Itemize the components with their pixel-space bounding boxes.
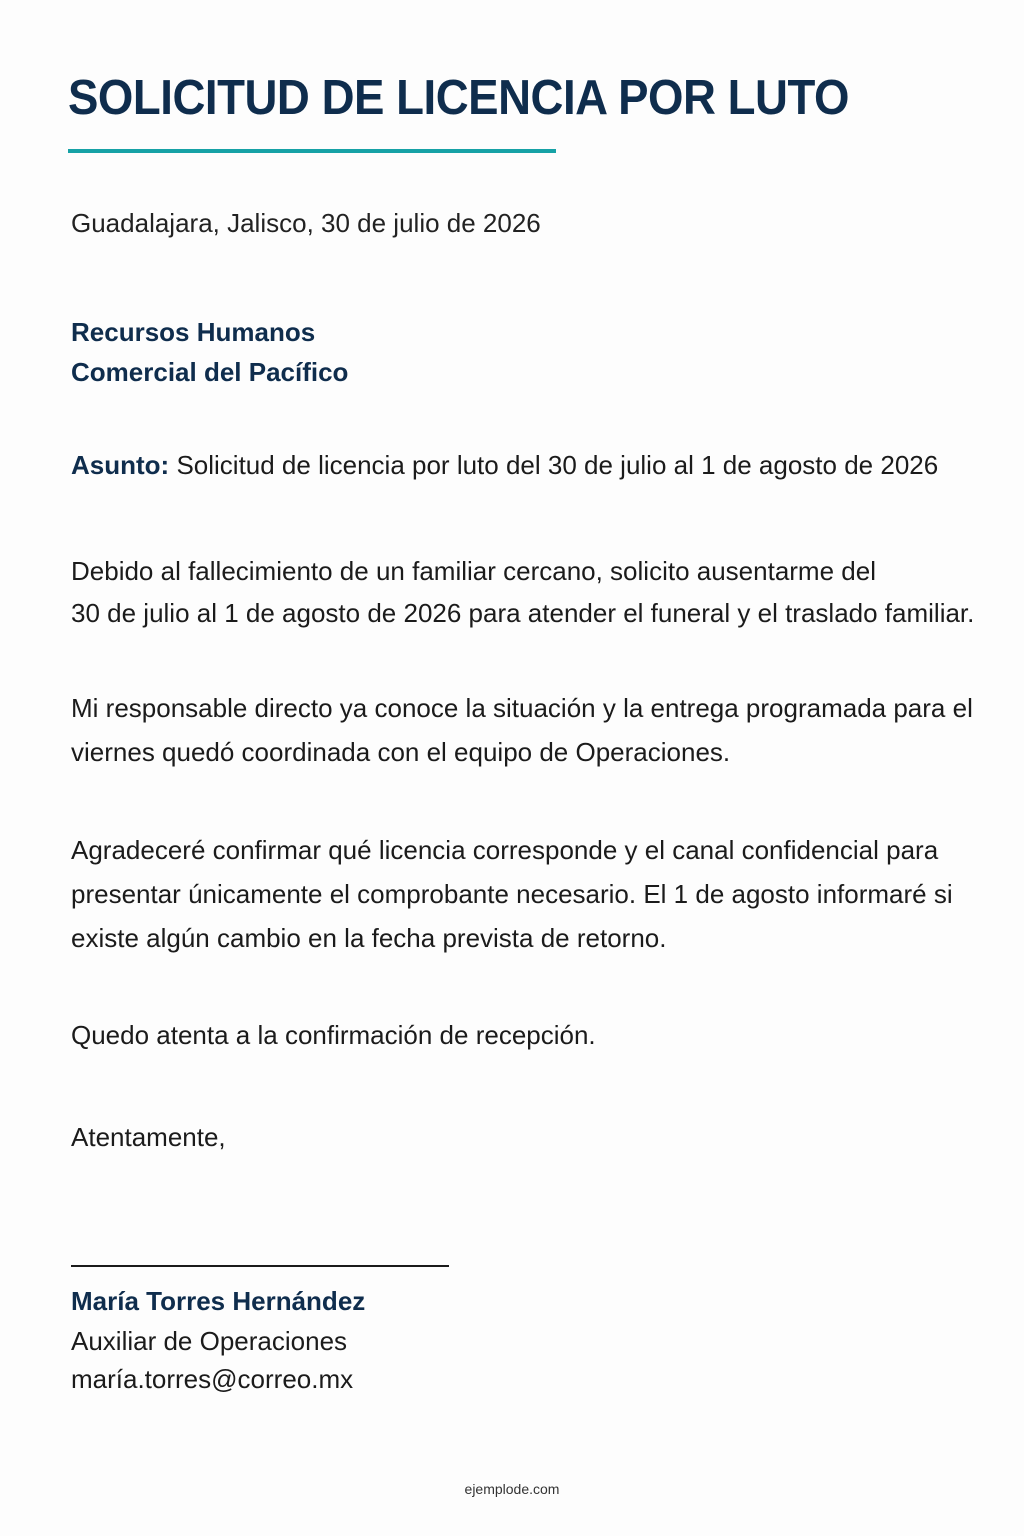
subject-text: Solicitud de licencia por luto del 30 de julio al 1 de agosto de 2026	[176, 450, 939, 480]
subject-label: Asunto:	[71, 450, 170, 480]
recipient-block	[71, 312, 348, 392]
paragraph-line: presentar únicamente el comprobante necesario. El 1 de agosto informaré si	[71, 879, 953, 909]
paragraph-coordination	[71, 686, 973, 774]
signer-name: María Torres Hernández	[71, 1286, 366, 1316]
signature-line	[71, 1265, 449, 1267]
paragraph-line: viernes quedó coordinada con el equipo de Operaciones.	[71, 737, 731, 767]
signer-email: maría.torres@correo.mx	[71, 1364, 354, 1394]
recipient-department: Recursos Humanos	[71, 317, 316, 347]
subject-line	[71, 450, 938, 481]
paragraph-reason	[71, 550, 975, 634]
paragraph-line: 30 de julio al 1 de agosto de 2026 para atender el funeral y el traslado familiar.	[71, 598, 975, 628]
salutation: Atentamente,	[71, 1122, 226, 1152]
page-title: SOLICITUD DE LICENCIA POR LUTO	[68, 71, 850, 125]
footer-source: ejemplode.com	[464, 1481, 560, 1497]
closing-line: Quedo atenta a la confirmación de recepción.	[71, 1020, 596, 1050]
signer-role: Auxiliar de Operaciones	[71, 1326, 348, 1356]
paragraph-line: Mi responsable directo ya conoce la situación y la entrega programada para el	[71, 693, 973, 723]
paragraph-request	[71, 828, 961, 960]
paragraph-line: existe algún cambio en la fecha prevista de retorno.	[71, 923, 667, 953]
place-date: Guadalajara, Jalisco, 30 de julio de 2026	[71, 208, 541, 238]
paragraph-line: Agradeceré confirmar qué licencia corresponde y el canal confidencial para	[71, 835, 939, 865]
paragraph-line: Debido al fallecimiento de un familiar cercano, solicito ausentarme del	[71, 556, 876, 586]
title-underline	[68, 149, 556, 153]
recipient-company: Comercial del Pacífico	[71, 357, 349, 387]
